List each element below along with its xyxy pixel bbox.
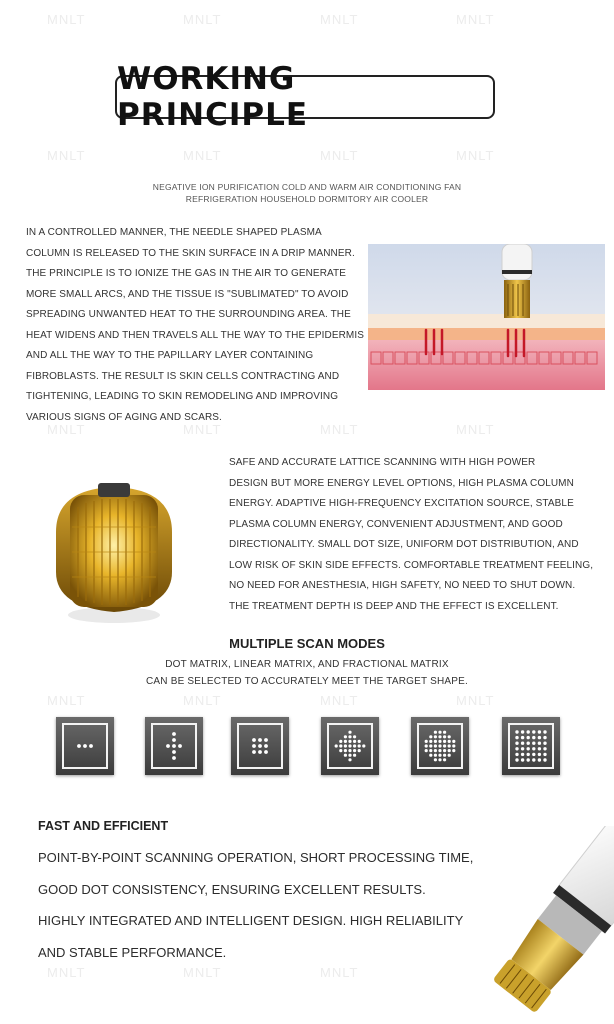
roller-head-image <box>48 477 180 627</box>
watermark: MNLT <box>183 422 222 437</box>
scan-dot <box>515 753 518 756</box>
scan-dot <box>348 735 351 738</box>
scan-dot <box>434 749 437 752</box>
scan-dot <box>515 747 518 750</box>
scan-dot <box>344 749 347 752</box>
scan-dot <box>521 736 524 739</box>
scan-dot <box>252 738 256 742</box>
scan-dot <box>515 742 518 745</box>
scan-dot <box>538 753 541 756</box>
scan-dot <box>515 758 518 761</box>
principle-line: AND ALL THE WAY TO THE PAPILLARY LAYER CONTAINING <box>26 350 314 361</box>
scan-dot <box>89 744 93 748</box>
fast-paragraph <box>38 842 473 968</box>
scan-dot <box>521 753 524 756</box>
scan-dot <box>443 754 446 757</box>
scan-dot <box>543 730 546 733</box>
watermark: MNLT <box>183 965 222 980</box>
scan-dot <box>348 754 351 757</box>
principle-line: SPREADING UNWANTED HEAT TO THE SURROUNDING AREA. THE <box>26 309 351 320</box>
scan-dot <box>538 747 541 750</box>
principle-line: TIGHTENING, LEADING TO SKIN REMODELING AND IMPROVING <box>26 391 339 402</box>
safety-line: LOW RISK OF SKIN SIDE EFFECTS. COMFORTABLE TREATMENT FEELING, <box>229 559 594 571</box>
scan-dot <box>258 744 262 748</box>
scan-dot <box>538 730 541 733</box>
scan-dot <box>178 744 182 748</box>
scan-dot <box>434 735 437 738</box>
safety-line: DESIGN BUT MORE ENERGY LEVEL OPTIONS, HIGH PLASMA COLUMN <box>229 477 574 489</box>
cross-dot-icon <box>145 717 203 775</box>
watermark: MNLT <box>47 12 86 27</box>
watermark: MNLT <box>47 965 86 980</box>
scan-dot <box>521 730 524 733</box>
safety-line: ENERGY. ADAPTIVE HIGH-FREQUENCY EXCITATION SOURCE, STABLE <box>229 498 574 509</box>
scan-dot <box>358 740 361 743</box>
grid-3x3-icon <box>231 717 289 775</box>
plasma-device-image <box>440 826 614 1024</box>
circle-grid-icon <box>411 717 469 775</box>
scan-dot <box>344 740 347 743</box>
principle-line: COLUMN IS RELEASED TO THE SKIN SURFACE IN A DRIP MANNER. <box>26 247 355 259</box>
scan-dot <box>344 754 347 757</box>
diamond-dot-icon <box>321 717 379 775</box>
fast-heading: FAST AND EFFICIENT <box>38 819 169 833</box>
scan-dot <box>434 731 437 734</box>
scan-dot <box>448 744 451 747</box>
watermark: MNLT <box>320 965 359 980</box>
scan-dot <box>521 742 524 745</box>
page-title-text: WORKING PRINCIPLE <box>117 61 309 133</box>
scan-dot <box>543 742 546 745</box>
scan-dot <box>358 744 361 747</box>
scan-dot <box>532 742 535 745</box>
watermark: MNLT <box>456 148 495 163</box>
safety-paragraph <box>229 453 593 617</box>
watermark: MNLT <box>183 12 222 27</box>
principle-line: HEAT WIDENS AND THEN TRAVELS ALL THE WAY TO THE EPIDERMIS <box>26 329 365 341</box>
watermark: MNLT <box>320 693 359 708</box>
scan-dot <box>443 735 446 738</box>
scan-dot <box>172 750 176 754</box>
scan-dot <box>527 742 530 745</box>
watermark: MNLT <box>47 422 86 437</box>
principle-line: VARIOUS SIGNS OF AGING AND SCARS. <box>26 411 222 423</box>
scan-dot <box>362 744 365 747</box>
principle-line: MORE SMALL ARCS, AND THE TISSUE IS "SUBLIMATED" TO AVOID <box>26 288 349 300</box>
skin-diagram-image <box>368 244 605 390</box>
scan-dot <box>538 758 541 761</box>
scan-dot <box>344 735 347 738</box>
safety-line: PLASMA COLUMN ENERGY, CONVENIENT ADJUSTMENT, AND GOOD <box>229 518 563 530</box>
scan-dot <box>543 747 546 750</box>
scan-dot <box>425 749 428 752</box>
scan-dot <box>527 753 530 756</box>
watermark: MNLT <box>183 693 222 708</box>
safety-line: NO NEED FOR ANESTHESIA, HIGH SAFETY, NO NEED TO SHUT DOWN. <box>229 580 576 591</box>
scan-modes-line: CAN BE SELECTED TO ACCURATELY MEET THE TARGET SHAPE. <box>146 676 468 687</box>
scan-modes-line: DOT MATRIX, LINEAR MATRIX, AND FRACTIONAL MATRIX <box>165 659 449 670</box>
scan-dot <box>425 740 428 743</box>
scan-dot <box>335 744 338 747</box>
scan-dot <box>429 754 432 757</box>
scan-dot <box>353 754 356 757</box>
watermark: MNLT <box>456 422 495 437</box>
scan-dot <box>443 758 446 761</box>
scan-dot <box>452 749 455 752</box>
scan-dot <box>353 740 356 743</box>
scan-dot <box>172 732 176 736</box>
scan-dot <box>358 749 361 752</box>
scan-dot <box>532 747 535 750</box>
scan-dot <box>252 750 256 754</box>
scan-dot <box>434 744 437 747</box>
scan-dot <box>344 744 347 747</box>
scan-dot <box>532 736 535 739</box>
fast-line: HIGHLY INTEGRATED AND INTELLIGENT DESIGN. HIGH RELIABILITY <box>38 913 464 928</box>
scan-dot <box>353 744 356 747</box>
watermark: MNLT <box>456 693 495 708</box>
scan-dot <box>452 744 455 747</box>
scan-dot <box>543 736 546 739</box>
scan-dot <box>438 740 441 743</box>
scan-dot <box>434 740 437 743</box>
watermark: MNLT <box>320 422 359 437</box>
scan-dot <box>77 744 81 748</box>
watermark: MNLT <box>47 693 86 708</box>
scan-dot <box>172 756 176 760</box>
scan-dot <box>538 736 541 739</box>
scan-dot <box>438 731 441 734</box>
scan-dot <box>429 749 432 752</box>
scan-dot <box>452 740 455 743</box>
scan-dot <box>527 758 530 761</box>
scan-dot <box>348 731 351 734</box>
scan-dot <box>339 744 342 747</box>
scan-dot <box>443 749 446 752</box>
scan-dot <box>543 753 546 756</box>
scan-dot <box>348 740 351 743</box>
scan-dot <box>527 747 530 750</box>
principle-line: IN A CONTROLLED MANNER, THE NEEDLE SHAPED PLASMA <box>26 227 322 238</box>
scan-dot <box>353 749 356 752</box>
plasma-pen-icon <box>502 244 532 318</box>
page-title <box>115 61 495 133</box>
scan-dot <box>264 744 268 748</box>
scan-dot <box>438 744 441 747</box>
scan-dot <box>264 738 268 742</box>
scan-dot <box>438 754 441 757</box>
watermark: MNLT <box>183 148 222 163</box>
scan-dot <box>339 740 342 743</box>
scan-dot <box>264 750 268 754</box>
fast-line: POINT-BY-POINT SCANNING OPERATION, SHORT PROCESSING TIME, <box>38 850 474 865</box>
watermark: MNLT <box>320 12 359 27</box>
principle-line: FIBROBLASTS. THE RESULT IS SKIN CELLS CONTRACTING AND <box>26 370 340 382</box>
scan-dot <box>429 740 432 743</box>
watermark: MNLT <box>456 12 495 27</box>
scan-dot <box>448 749 451 752</box>
scan-dot <box>521 758 524 761</box>
scan-dot <box>425 744 428 747</box>
scan-dot <box>429 744 432 747</box>
scan-dot <box>172 744 176 748</box>
scan-dot <box>438 735 441 738</box>
scan-dot <box>438 758 441 761</box>
scan-dot <box>339 749 342 752</box>
three-dot-icon <box>56 717 114 775</box>
scan-modes-heading: MULTIPLE SCAN MODES <box>229 636 385 651</box>
scan-dot <box>448 735 451 738</box>
scan-dot <box>258 750 262 754</box>
scan-dot <box>348 744 351 747</box>
scan-dot <box>543 758 546 761</box>
scan-dot <box>532 753 535 756</box>
scan-dot <box>443 744 446 747</box>
safety-line: THE TREATMENT DEPTH IS DEEP AND THE EFFECT IS EXCELLENT. <box>229 600 559 612</box>
scan-dot <box>521 747 524 750</box>
fast-line: GOOD DOT CONSISTENCY, ENSURING EXCELLENT RESULTS. <box>38 881 426 897</box>
scan-dot <box>353 735 356 738</box>
watermark: MNLT <box>320 148 359 163</box>
scan-dot <box>83 744 87 748</box>
scan-dot <box>538 742 541 745</box>
scan-dot <box>532 730 535 733</box>
scan-dot <box>252 744 256 748</box>
scan-dot <box>448 754 451 757</box>
scan-dot <box>515 736 518 739</box>
scan-dot <box>515 730 518 733</box>
principle-paragraph <box>26 223 364 428</box>
scan-dot <box>438 749 441 752</box>
watermark: MNLT <box>47 148 86 163</box>
scan-dot <box>434 758 437 761</box>
scan-dot <box>448 740 451 743</box>
scan-dot <box>166 744 170 748</box>
scan-dot <box>172 738 176 742</box>
safety-line: DIRECTIONALITY. SMALL DOT SIZE, UNIFORM DOT DISTRIBUTION, AND <box>229 539 579 550</box>
scan-dot <box>429 735 432 738</box>
scan-dot <box>532 758 535 761</box>
scan-dot <box>527 736 530 739</box>
subtitle-line: NEGATIVE ION PURIFICATION COLD AND WARM AIR CONDITIONING FAN <box>152 182 462 192</box>
scan-dot <box>443 731 446 734</box>
scan-dot <box>348 749 351 752</box>
safety-line: SAFE AND ACCURATE LATTICE SCANNING WITH HIGH POWER <box>229 457 536 468</box>
fast-line: AND STABLE PERFORMANCE. <box>38 944 227 960</box>
principle-line: THE PRINCIPLE IS TO IONIZE THE GAS IN THE AIR TO GENERATE <box>26 268 347 279</box>
scan-dot <box>434 754 437 757</box>
subtitle-line: REFRIGERATION HOUSEHOLD DORMITORY AIR COOLER <box>185 194 429 204</box>
scan-dot <box>443 740 446 743</box>
scan-dot <box>258 738 262 742</box>
scan-dot <box>527 730 530 733</box>
grid-6x6-icon <box>502 717 560 775</box>
scan-dot <box>348 758 351 761</box>
